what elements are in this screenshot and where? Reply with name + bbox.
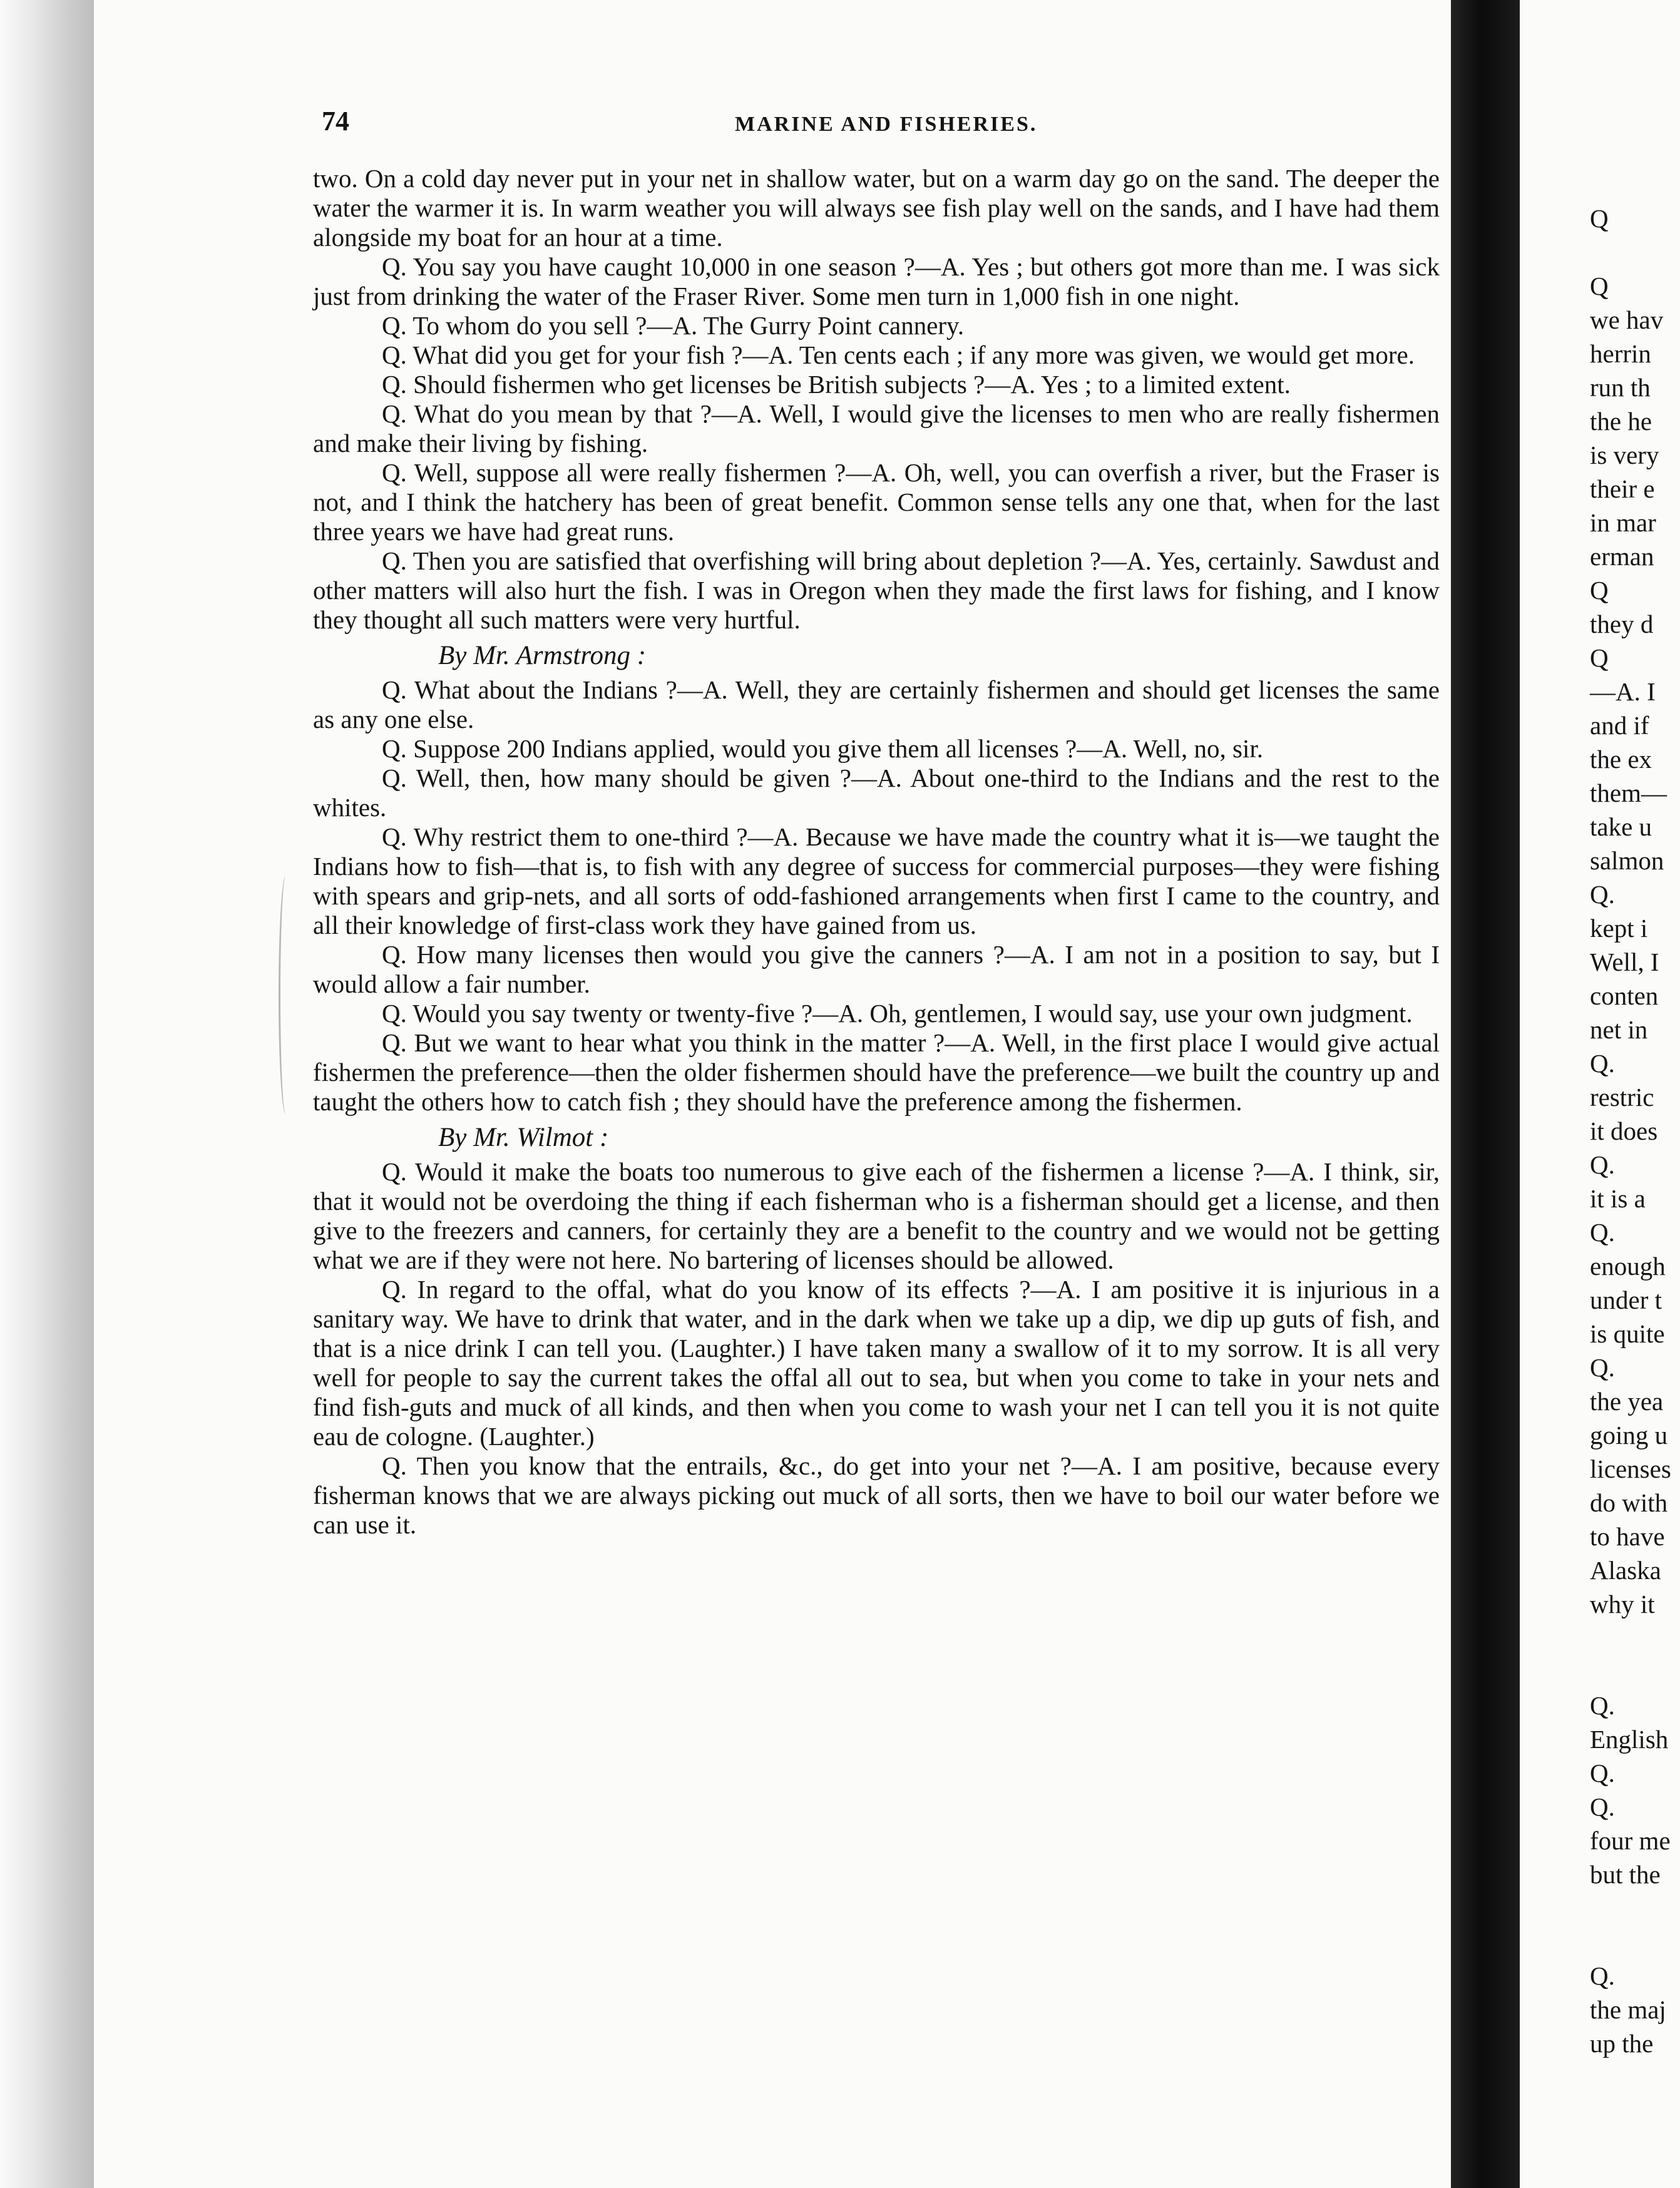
page-header bbox=[322, 105, 1605, 143]
right-page-line-fragment: do with bbox=[1590, 1488, 1668, 1517]
question-answer: Q. Well, suppose all were really fishermen ?—A. Oh, well, you can overfish a river, but the Fraser is not, and I think the hatchery has been of great benefit. Common sense tells any one that, when for the last three years we have had great runs. bbox=[313, 458, 1440, 546]
question-answer: Q. Then you know that the entrails, &c., do get into your net ?—A. I am positive, because every fisherman knows that we are always picking out muck of all sorts, then we have to boil our water before we can use it. bbox=[313, 1451, 1440, 1539]
right-page-line-fragment: take u bbox=[1590, 812, 1652, 841]
right-page-line-fragment: Well, I bbox=[1590, 948, 1659, 976]
right-page-line-fragment: Q bbox=[1590, 576, 1609, 605]
right-page-line-fragment: herrin bbox=[1590, 339, 1651, 368]
right-page-line-fragment: erman bbox=[1590, 542, 1654, 571]
question-answer: Q. What do you mean by that ?—A. Well, I would give the licenses to men who are really fishermen and make their living by fishing. bbox=[313, 399, 1440, 458]
question-answer: Q. Then you are satisfied that overfishing will bring about depletion ?—A. Yes, certainly. Sawdust and other matters will also hurt the fish. I was in Oregon when they made the first laws for fishing, and I know they thought all such matters were very hurtful. bbox=[313, 546, 1440, 634]
right-page-line-fragment: run th bbox=[1590, 373, 1651, 402]
right-page-line-fragment: —A. I bbox=[1590, 677, 1656, 706]
question-answer: Q. How many licenses then would you give the canners ?—A. I am not in a position to say, but I would allow a fair number. bbox=[313, 940, 1440, 998]
question-answer: Q. But we want to hear what you think in the matter ?—A. Well, in the first place I would give actual fishermen the preference—then the older fishermen should have the preference—we built the country up and taught the others how to catch fish ; they should have the preference among the fishermen. bbox=[313, 1028, 1440, 1116]
right-page-line-fragment: kept i bbox=[1590, 914, 1648, 943]
question-answer: Q. What did you get for your fish ?—A. Ten cents each ; if any more was given, we would get more. bbox=[382, 340, 1415, 369]
book-binding-edge bbox=[0, 0, 94, 2188]
right-page-line-fragment: Q. bbox=[1590, 1218, 1615, 1247]
speaker-heading: By Mr. Armstrong : bbox=[438, 641, 647, 670]
right-page-line-fragment: licenses bbox=[1590, 1454, 1671, 1483]
right-page-line-fragment: in mar bbox=[1590, 508, 1656, 537]
right-page-line-fragment: it does bbox=[1590, 1117, 1658, 1145]
right-page-line-fragment: is quite bbox=[1590, 1319, 1665, 1348]
question-answer: Q. What about the Indians ?—A. Well, they are certainly fishermen and should get licenses the same as any one else. bbox=[313, 675, 1440, 734]
question-answer: Q. Suppose 200 Indians applied, would you give them all licenses ?—A. Well, no, sir. bbox=[382, 734, 1263, 763]
question-answer: Q. Would you say twenty or twenty-five ?—A. Oh, gentlemen, I would say, use your own judgment. bbox=[382, 999, 1413, 1028]
right-page-line-fragment bbox=[1590, 1655, 1680, 1689]
right-page-line-fragment: net in bbox=[1590, 1015, 1648, 1044]
speaker-heading: By Mr. Wilmot : bbox=[438, 1123, 609, 1152]
right-page-line-fragment: Q. bbox=[1590, 880, 1615, 909]
right-page-line-fragment: the maj bbox=[1590, 1995, 1666, 2024]
right-page-line-fragment: under t bbox=[1590, 1286, 1662, 1314]
running-head: MARINE AND FISHERIES. bbox=[735, 113, 1038, 136]
right-page-line-fragment: why it bbox=[1590, 1590, 1655, 1618]
right-page-line-fragment: salmon bbox=[1590, 846, 1664, 875]
right-page-line-fragment: Q. bbox=[1590, 1049, 1615, 1078]
right-page-line-fragment: they d bbox=[1590, 610, 1654, 638]
margin-pencil-mark bbox=[279, 876, 293, 1114]
page-number: 74 bbox=[322, 106, 349, 136]
right-page-line-fragment: them— bbox=[1590, 779, 1667, 807]
right-page-line-fragment: we hav bbox=[1590, 305, 1664, 334]
right-page-line-fragment: to have bbox=[1590, 1522, 1665, 1551]
paragraph: two. On a cold day never put in your net in shallow water, but on a warm day go on the sand. The deeper the water the warmer it is. In warm weather you will always see fish play well on the sands, and I have had them alongside my boat for an hour at a time. bbox=[313, 164, 1440, 252]
right-page-line-fragment: but the bbox=[1590, 1860, 1661, 1889]
right-page-line-fragment: is very bbox=[1590, 441, 1659, 469]
question-answer: Q. To whom do you sell ?—A. The Gurry Point cannery. bbox=[382, 311, 965, 340]
right-page-line-fragment: it is a bbox=[1590, 1184, 1646, 1213]
right-page-line-fragment bbox=[1590, 235, 1680, 269]
right-page-line-fragment: conten bbox=[1590, 981, 1659, 1010]
right-page-line-fragment: four me bbox=[1590, 1826, 1671, 1855]
right-page-line-fragment: enough bbox=[1590, 1252, 1666, 1281]
right-page-line-fragment: Q. bbox=[1590, 1150, 1615, 1179]
right-page-line-fragment: up the bbox=[1590, 2029, 1654, 2058]
right-page-text-fragments bbox=[1590, 202, 1680, 2060]
question-answer: Q. Should fishermen who get licenses be British subjects ?—A. Yes ; to a limited extent. bbox=[382, 370, 1291, 399]
right-page-line-fragment bbox=[1590, 1621, 1680, 1655]
right-page-line-fragment: and if bbox=[1590, 711, 1649, 740]
right-page-line-fragment: going u bbox=[1590, 1421, 1668, 1449]
right-page-line-fragment: Q. bbox=[1590, 1792, 1615, 1821]
question-answer: Q. Why restrict them to one-third ?—A. Because we have made the country what it is—we taught the Indians how to fish—that is, to fish with any degree of success for commercial purposes—they were fishing with spears and grip-nets, and all sorts of odd-fashioned arrangements when first I came to the country, and all their knowledge of first-class work they have gained from us. bbox=[313, 822, 1440, 939]
right-page-line-fragment: Q. bbox=[1590, 1961, 1615, 1990]
page-gutter-shadow bbox=[1451, 0, 1520, 2188]
right-page-line-fragment: the he bbox=[1590, 407, 1652, 436]
right-page-line-fragment: English bbox=[1590, 1725, 1669, 1754]
question-answer: Q. Would it make the boats too numerous to give each of the fishermen a license ?—A. I think, sir, that it would not be overdoing the thing if each fisherman who is a fisherman should get a license, and then give to the freezers and canners, for certainly they are a benefit to the country and we would not be getting what we are if they were not here. No bartering of licenses should be allowed. bbox=[313, 1157, 1440, 1274]
right-page-line-fragment: restric bbox=[1590, 1083, 1654, 1112]
right-page-line-fragment: the yea bbox=[1590, 1387, 1664, 1416]
right-page-line-fragment: Q bbox=[1590, 272, 1609, 300]
right-page-line-fragment bbox=[1590, 1891, 1680, 1925]
right-page-line-fragment: Q bbox=[1590, 643, 1609, 672]
right-page-line-fragment: Q. bbox=[1590, 1691, 1615, 1720]
testimony-body bbox=[313, 164, 1440, 1540]
right-page-line-fragment: Alaska bbox=[1590, 1556, 1661, 1585]
question-answer: Q. In regard to the offal, what do you know of its effects ?—A. I am positive it is injurious in a sanitary way. We have to drink that water, and in the dark when we take up a dip, we dip up guts of fish, and that is a nice drink I can tell you. (Laughter.) I have taken many a swallow of it to my sorrow. It is all very well for people to say the current takes the offal all out to sea, but when you come to take in your nets and find fish-guts and muck of all kinds, and then when you come to wash your net I can tell you it is not quite eau de cologne. (Laughter.) bbox=[313, 1275, 1440, 1451]
question-answer: Q. You say you have caught 10,000 in one season ?—A. Yes ; but others got more than me. I was sick just from drinking the water of the Fraser River. Some men turn in 1,000 fish in one night. bbox=[313, 252, 1440, 310]
right-page-line-fragment: Q. bbox=[1590, 1759, 1615, 1787]
right-page-line-fragment: Q. bbox=[1590, 1353, 1615, 1382]
right-page-line-fragment: Q bbox=[1590, 204, 1609, 233]
right-page-line-fragment bbox=[1590, 1925, 1680, 1959]
right-page-line-fragment: their e bbox=[1590, 474, 1655, 503]
right-page-line-fragment: the ex bbox=[1590, 745, 1652, 774]
question-answer: Q. Well, then, how many should be given ?—A. About one-third to the Indians and the rest to the whites. bbox=[313, 764, 1440, 822]
